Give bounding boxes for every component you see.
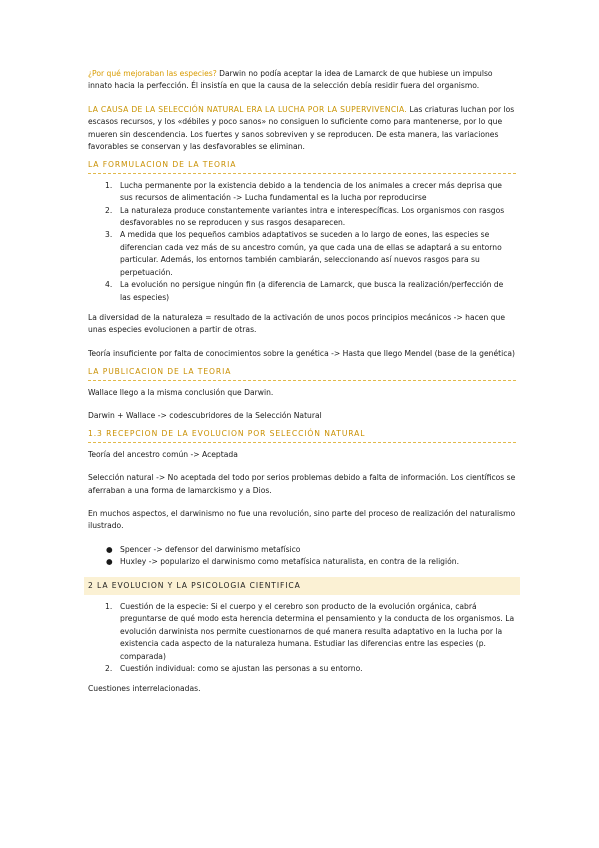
section-reception-title: 1.3 RECEPCION DE LA EVOLUCION POR SELECCIÓN NATURAL (88, 428, 516, 442)
intro-text: Darwin no podía aceptar la idea de Lamarck de que hubiese un impulso innato hacia la perfección. Él insistía en que la causa de la selección debía residir fuera del organismo. (88, 69, 493, 91)
section-publication-title: LA PUBLICACION DE LA TEORIA (88, 366, 516, 380)
list-item: 3. A medida que los pequeños cambios adaptativos se suceden a lo largo de eones, las especies se diferencian cada vez más de su ancestro común, ya que cada una de ellas se adaptará a su entorno particular. Además, los entornos también cambiarán, seleccionando así nuevos rasgos para su perpetuación. (105, 230, 502, 277)
struggle-paragraph (88, 104, 516, 154)
struggle-text: Las criaturas luchan por los escasos recursos, y los «débiles y poco sanos» no consiguen lo suficiente como para mantenerse, por lo que mueren sin descendencia. Los fuertes y sanos sobreviven y se reproducen. De esta manera, las variaciones favorables se conservan y las desfavorables se eliminan. (88, 104, 515, 152)
bullet-icon: ● (106, 557, 113, 567)
list-item: 2. La naturaleza produce constantemente variantes intra e interespecíficas. Los organismos con rasgos desfavorables no se reproducen y sus rasgos desaparecen. (105, 205, 505, 228)
list-item: 1. Cuestión de la especie: Si el cuerpo y el cerebro son producto de la evolución orgánica, cabrá preguntarse de qué modo esta herencia determina el pensamiento y la conducta de los organismos. La evolución darwinista nos permite cuestionarnos de qué manera resulta adaptativo en la lucha por la existencia cada aspecto de la naturaleza humana. Estudiar las diferencias entre las especies (p. comparada) (105, 602, 515, 661)
codiscoverers-paragraph: Darwin + Wallace -> codescubridores de la Selección Natural (88, 410, 322, 420)
reception-subtitle: Teoría del ancestro común -> Aceptada (88, 449, 238, 459)
list-item: ● Huxley -> popularizo el darwinismo como metafísica naturalista, en contra de la religión. (88, 556, 516, 568)
genetics-paragraph: Teoría insuficiente por falta de conocimientos sobre la genética -> Hasta que llego Mendel (base de la genética) (88, 348, 515, 358)
section-formulation-title: LA FORMULACION DE LA TEORIA (88, 159, 516, 173)
list-item: 2. Cuestión individual: como se ajustan las personas a su entorno. (105, 664, 363, 674)
reception-bullets (88, 544, 516, 569)
section-psychology-title: 2 LA EVOLUCION Y LA PSICOLOGIA CIENTIFICA (84, 577, 520, 595)
darwinism-paragraph: En muchos aspectos, el darwinismo no fue una revolución, sino parte del proceso de realización del naturalismo ilustrado. (88, 508, 516, 531)
intro-paragraph (88, 68, 516, 93)
natural-selection-paragraph: Selección natural -> No aceptada del todo por serios problemas debido a falta de información. Los científicos se aferraban a una forma de lamarckismo y a Dios. (88, 473, 516, 495)
closing-paragraph: Cuestiones interrelacionadas. (88, 684, 201, 694)
list-item: 1. Lucha permanente por la existencia debido a la tendencia de los animales a crecer más deprisa que sus recursos de alimentación -> Lucha fundamental es la lucha por reproducirse (105, 180, 502, 203)
diversity-paragraph: La diversidad de la naturaleza = resultado de la activación de unos pocos principios mecánicos -> hacen que unas especies evolucionen a partir de otras. (88, 312, 506, 335)
struggle-heading: LA CAUSA DE LA SELECCIÓN NATURAL ERA LA LUCHA POR LA SUPERVIVENCIA. (88, 104, 408, 114)
bullet-icon: ● (106, 544, 113, 554)
list-item: ● Spencer -> defensor del darwinismo metafísico (88, 544, 516, 556)
intro-question: ¿Por qué mejoraban las especies? (88, 69, 217, 78)
formulation-list (88, 180, 516, 304)
psychology-list (88, 601, 516, 675)
document-page (88, 68, 516, 696)
wallace-paragraph: Wallace llego a la misma conclusión que Darwin. (88, 387, 274, 397)
list-item: 4. La evolución no persigue ningún fin (a diferencia de Lamarck, que busca la realización/perfección de las especies) (105, 280, 504, 302)
